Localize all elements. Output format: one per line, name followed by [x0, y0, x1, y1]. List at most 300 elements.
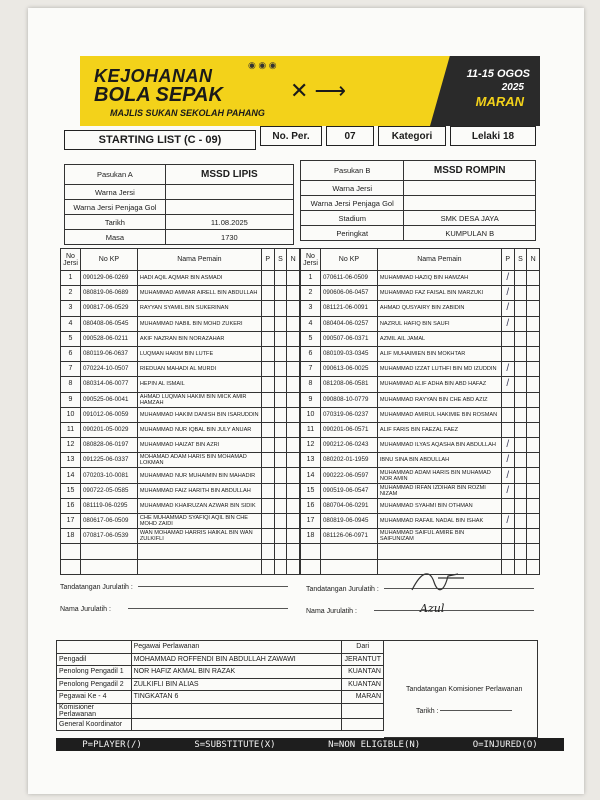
substitute-checkbox[interactable] [274, 422, 287, 437]
table-row [61, 271, 300, 286]
player-name: MUHAMMAD NABIL BIN MOHD ZUKERI [137, 316, 261, 331]
jersey-number: 6 [61, 346, 81, 361]
substitute-checkbox[interactable] [274, 407, 287, 422]
table-row [301, 514, 540, 529]
empty-cell[interactable] [514, 544, 527, 559]
non-eligible-checkbox[interactable] [527, 407, 540, 422]
non-eligible-checkbox[interactable] [527, 422, 540, 437]
non-eligible-checkbox[interactable] [287, 483, 300, 498]
substitute-checkbox[interactable] [274, 301, 287, 316]
player-checkbox[interactable] [501, 498, 514, 513]
player-checkbox[interactable] [261, 407, 274, 422]
substitute-checkbox[interactable] [274, 468, 287, 483]
non-eligible-checkbox[interactable] [287, 362, 300, 377]
warna-gk-b-value [404, 196, 536, 211]
substitute-checkbox[interactable] [514, 301, 527, 316]
team-a-roster [60, 248, 300, 575]
form-sheet [28, 8, 584, 794]
player-name: AHMAD LUQMAN HAKIM BIN MICK AMIR HAMZAH [137, 392, 261, 407]
table-row [301, 468, 540, 483]
table-row [61, 301, 300, 316]
non-eligible-checkbox[interactable] [527, 514, 540, 529]
table-row [301, 529, 540, 544]
empty-cell[interactable] [61, 544, 81, 559]
ic-number: 070203-10-0081 [80, 468, 137, 483]
table-row [61, 286, 300, 301]
player-checkbox[interactable]: / [501, 514, 514, 529]
empty-cell[interactable] [137, 559, 261, 574]
empty-cell[interactable] [320, 559, 377, 574]
table-row [61, 362, 300, 377]
table-row [61, 468, 300, 483]
substitute-checkbox[interactable] [514, 271, 527, 286]
b-signature-label: Tandatangan Jurulatih : [306, 586, 379, 593]
non-eligible-checkbox[interactable] [287, 468, 300, 483]
a-signature-line[interactable] [138, 586, 288, 587]
jersey-number: 3 [61, 301, 81, 316]
empty-cell[interactable] [80, 559, 137, 574]
official-from: KUANTAN [342, 666, 384, 679]
komisioner-tarikh-line[interactable] [440, 710, 512, 711]
legend-player: P=PLAYER(/) [82, 739, 142, 750]
player-name: MOHAMAD ADAM HARIS BIN MOHAMAD LOKMAN [137, 453, 261, 468]
player-name: HADI AQIL AQMAR BIN ASMADI [137, 271, 261, 286]
warna-gk-a-label: Warna Jersi Penjaga Gol [65, 200, 166, 215]
jersey-number: 14 [61, 468, 81, 483]
kategori-label: Kategori [378, 126, 446, 146]
player-checkbox[interactable]: / [501, 362, 514, 377]
player-checkbox[interactable] [501, 529, 514, 544]
masa-label: Masa [65, 230, 166, 245]
player-checkbox[interactable]: / [501, 377, 514, 392]
kategori-value: Lelaki 18 [450, 126, 536, 146]
player-checkbox[interactable] [501, 422, 514, 437]
player-name: MUHAMMAD NUR IQBAL BIN JULY ANUAR [137, 422, 261, 437]
substitute-checkbox[interactable] [514, 498, 527, 513]
non-eligible-checkbox[interactable] [287, 514, 300, 529]
ic-number: 090808-10-0779 [320, 392, 377, 407]
a-coach-name-line[interactable] [128, 608, 288, 609]
empty-cell[interactable] [377, 544, 501, 559]
empty-cell[interactable] [527, 544, 540, 559]
empty-cell[interactable] [137, 544, 261, 559]
official-name [131, 703, 342, 718]
jersey-number: 8 [301, 377, 321, 392]
player-checkbox[interactable] [261, 377, 274, 392]
ic-number: 080119-06-0637 [80, 346, 137, 361]
non-eligible-checkbox[interactable] [287, 316, 300, 331]
col-no-jersi: No Jersi [61, 249, 81, 271]
non-eligible-checkbox[interactable] [287, 498, 300, 513]
substitute-checkbox[interactable] [274, 346, 287, 361]
jersey-number: 12 [301, 438, 321, 453]
col-s: S [274, 249, 287, 271]
table-row [61, 316, 300, 331]
empty-cell[interactable] [287, 544, 300, 559]
player-checkbox[interactable] [261, 331, 274, 346]
substitute-checkbox[interactable] [274, 438, 287, 453]
player-name: AHMAD QUSYAIRY BIN ZABIDIN [377, 301, 501, 316]
non-eligible-checkbox[interactable] [527, 529, 540, 544]
table-row [301, 362, 540, 377]
substitute-checkbox[interactable] [514, 331, 527, 346]
player-name: MUHAMMAD FAIZ HARITH BIN ABDULLAH [137, 483, 261, 498]
non-eligible-checkbox[interactable] [527, 377, 540, 392]
ic-number: 090507-06-0371 [320, 331, 377, 346]
jersey-number: 7 [61, 362, 81, 377]
non-eligible-checkbox[interactable] [287, 271, 300, 286]
empty-cell[interactable] [501, 559, 514, 574]
non-eligible-checkbox[interactable] [287, 377, 300, 392]
pasukan-a-label: Pasukan A [65, 165, 166, 185]
jersey-number: 6 [301, 346, 321, 361]
ic-number: 090129-06-0269 [80, 271, 137, 286]
non-eligible-checkbox[interactable] [527, 331, 540, 346]
table-row [61, 407, 300, 422]
ic-number: 091012-06-0059 [80, 407, 137, 422]
player-checkbox[interactable] [261, 362, 274, 377]
player-checkbox[interactable] [501, 331, 514, 346]
table-row [301, 377, 540, 392]
empty-cell[interactable] [274, 544, 287, 559]
non-eligible-checkbox[interactable] [527, 346, 540, 361]
sponsor-logos-icon: ◉ ◉ ◉ [248, 60, 277, 70]
empty-cell[interactable] [527, 559, 540, 574]
empty-cell[interactable] [261, 559, 274, 574]
pasukan-b-label: Pasukan B [301, 161, 404, 181]
officials-role-header [57, 641, 132, 654]
col-nama: Nama Pemain [137, 249, 261, 271]
substitute-checkbox[interactable] [274, 271, 287, 286]
table-row [301, 407, 540, 422]
official-from: KUANTAN [342, 678, 384, 691]
player-checkbox[interactable] [261, 529, 274, 544]
empty-cell[interactable] [287, 559, 300, 574]
official-name [131, 718, 342, 731]
non-eligible-checkbox[interactable] [287, 331, 300, 346]
non-eligible-checkbox[interactable] [287, 286, 300, 301]
substitute-checkbox[interactable] [514, 514, 527, 529]
ic-number: 080819-06-0945 [320, 514, 377, 529]
substitute-checkbox[interactable] [514, 316, 527, 331]
warna-jersi-b-value [404, 181, 536, 196]
player-name: MUHAMMAD KHAIRUZAN AZWAR BIN SIDIK [137, 498, 261, 513]
ic-number: 090722-05-0585 [80, 483, 137, 498]
non-eligible-checkbox[interactable] [287, 438, 300, 453]
jersey-number: 14 [301, 468, 321, 483]
player-checkbox[interactable] [261, 422, 274, 437]
empty-cell[interactable] [301, 559, 321, 574]
player-checkbox[interactable]: / [501, 438, 514, 453]
jersey-number: 16 [61, 498, 81, 513]
non-eligible-checkbox[interactable] [527, 483, 540, 498]
col-no-kp: No KP [320, 249, 377, 271]
ic-number: 090525-06-0041 [80, 392, 137, 407]
col-s: S [514, 249, 527, 271]
official-from [342, 718, 384, 731]
ic-number: 080828-06-0197 [80, 438, 137, 453]
substitute-checkbox[interactable] [514, 453, 527, 468]
jersey-number: 18 [301, 529, 321, 544]
banner-line2: BOLA SEPAK [94, 84, 223, 106]
player-checkbox[interactable]: / [501, 301, 514, 316]
col-p: P [261, 249, 274, 271]
peringkat-value: KUMPULAN B [404, 226, 536, 241]
warna-gk-b-label: Warna Jersi Penjaga Gol [301, 196, 404, 211]
substitute-checkbox[interactable] [514, 422, 527, 437]
no-per-value: 07 [326, 126, 374, 146]
substitute-checkbox[interactable] [514, 346, 527, 361]
non-eligible-checkbox[interactable] [527, 286, 540, 301]
banner-date: 11-15 OGOS [466, 68, 530, 80]
ic-number: 081119-06-0295 [80, 498, 137, 513]
empty-cell[interactable] [261, 544, 274, 559]
player-checkbox[interactable] [261, 392, 274, 407]
jersey-number: 12 [61, 438, 81, 453]
team-a-info [64, 164, 294, 245]
non-eligible-checkbox[interactable] [287, 301, 300, 316]
col-no-kp: No KP [80, 249, 137, 271]
table-row [61, 377, 300, 392]
table-row [61, 438, 300, 453]
substitute-checkbox[interactable] [274, 316, 287, 331]
table-row [61, 422, 300, 437]
official-name: ZULKIFLI BIN ALIAS [131, 678, 342, 691]
empty-cell[interactable] [320, 544, 377, 559]
officials-pegawai-header: Pegawai Perlawanan [131, 641, 342, 654]
player-checkbox[interactable] [501, 407, 514, 422]
substitute-checkbox[interactable] [514, 438, 527, 453]
player-checkbox[interactable] [261, 346, 274, 361]
col-n: N [287, 249, 300, 271]
table-row [61, 498, 300, 513]
empty-cell[interactable] [274, 559, 287, 574]
substitute-checkbox[interactable] [274, 483, 287, 498]
ic-number: 080704-06-0291 [320, 498, 377, 513]
table-row [57, 678, 384, 691]
table-row [301, 453, 540, 468]
official-from [342, 703, 384, 718]
official-from: JERANTUT [342, 653, 384, 666]
player-checkbox[interactable]: / [501, 286, 514, 301]
substitute-checkbox[interactable] [274, 331, 287, 346]
jersey-number: 5 [61, 331, 81, 346]
non-eligible-checkbox[interactable] [527, 301, 540, 316]
b-coach-name-label: Nama Jurulatih : [306, 608, 357, 615]
signature-scribble-icon [408, 568, 468, 594]
substitute-checkbox[interactable] [514, 468, 527, 483]
player-name: ALIF FARIS BIN FAEZAL FAEZ [377, 422, 501, 437]
table-row [61, 453, 300, 468]
a-signature-label: Tandatangan Jurulatih : [60, 584, 133, 591]
official-role: Penolong Pengadil 2 [57, 678, 132, 691]
jersey-number: 7 [301, 362, 321, 377]
officials-dari-header: Dari [342, 641, 384, 654]
ic-number: 080202-01-1959 [320, 453, 377, 468]
empty-cell[interactable] [514, 559, 527, 574]
jersey-number: 15 [301, 483, 321, 498]
table-row [301, 316, 540, 331]
player-checkbox[interactable] [261, 316, 274, 331]
form-title: STARTING LIST (C - 09) [64, 130, 256, 150]
jersey-number: 2 [301, 286, 321, 301]
table-row [57, 653, 384, 666]
jersey-number: 1 [301, 271, 321, 286]
substitute-checkbox[interactable] [514, 286, 527, 301]
jersey-number: 17 [301, 514, 321, 529]
non-eligible-checkbox[interactable] [527, 271, 540, 286]
empty-cell[interactable] [80, 544, 137, 559]
pasukan-b-value: MSSD ROMPIN [404, 161, 536, 181]
player-checkbox[interactable] [261, 453, 274, 468]
ic-number: 090201-06-0571 [320, 422, 377, 437]
player-checkbox[interactable] [261, 438, 274, 453]
substitute-checkbox[interactable] [514, 529, 527, 544]
b-coach-name-handwritten: Azul [420, 602, 445, 615]
player-checkbox[interactable] [261, 498, 274, 513]
officials-table [56, 640, 384, 731]
official-role: Komisioner Perlawanan [57, 703, 132, 718]
substitute-checkbox[interactable] [514, 392, 527, 407]
player-name: MUHAMMAD IRFAN IZDIHAR BIN ROZMI NIZAM [377, 483, 501, 498]
table-row [61, 483, 300, 498]
non-eligible-checkbox[interactable] [527, 362, 540, 377]
jersey-number: 9 [61, 392, 81, 407]
player-name: MUHAMMAD RAYYAN BIN CHE ABD AZIZ [377, 392, 501, 407]
komisioner-tarikh-label: Tarikh : [416, 708, 439, 715]
table-row [57, 691, 384, 704]
empty-cell[interactable] [501, 544, 514, 559]
warna-gk-a-value [165, 200, 293, 215]
official-name: MOHAMMAD ROFFENDI BIN ABDULLAH ZAWAWI [131, 653, 342, 666]
substitute-checkbox[interactable] [274, 392, 287, 407]
non-eligible-checkbox[interactable] [287, 392, 300, 407]
player-name: MUHAMMAD HAKIM DANISH BIN ISARUDDIN [137, 407, 261, 422]
substitute-checkbox[interactable] [274, 529, 287, 544]
non-eligible-checkbox[interactable] [287, 422, 300, 437]
table-row [301, 498, 540, 513]
tarikh-label: Tarikh [65, 215, 166, 230]
player-checkbox[interactable]: / [501, 316, 514, 331]
ic-number: 090613-06-0025 [320, 362, 377, 377]
jersey-number: 5 [301, 331, 321, 346]
status-legend [56, 738, 564, 751]
ic-number: 090212-06-0243 [320, 438, 377, 453]
player-checkbox[interactable]: / [501, 468, 514, 483]
non-eligible-checkbox[interactable] [527, 453, 540, 468]
table-row [301, 271, 540, 286]
substitute-checkbox[interactable] [514, 362, 527, 377]
play-arrow-icon: ✕ ⟶ [290, 78, 347, 103]
ic-number: 090606-06-0457 [320, 286, 377, 301]
player-checkbox[interactable] [261, 301, 274, 316]
table-row [301, 438, 540, 453]
non-eligible-checkbox[interactable] [287, 346, 300, 361]
ic-number: 090528-06-0211 [80, 331, 137, 346]
substitute-checkbox[interactable] [274, 498, 287, 513]
empty-cell[interactable] [61, 559, 81, 574]
substitute-checkbox[interactable] [514, 377, 527, 392]
player-checkbox[interactable] [261, 468, 274, 483]
ic-number: 091225-06-0337 [80, 453, 137, 468]
empty-row [301, 544, 540, 559]
empty-cell[interactable] [301, 544, 321, 559]
player-checkbox[interactable] [501, 346, 514, 361]
player-checkbox[interactable]: / [501, 483, 514, 498]
substitute-checkbox[interactable] [274, 286, 287, 301]
non-eligible-checkbox[interactable] [287, 407, 300, 422]
ic-number: 070319-06-0237 [320, 407, 377, 422]
col-nama: Nama Pemain [377, 249, 501, 271]
non-eligible-checkbox[interactable] [527, 498, 540, 513]
player-checkbox[interactable] [501, 392, 514, 407]
jersey-number: 10 [301, 407, 321, 422]
team-b-roster [300, 248, 540, 575]
non-eligible-checkbox[interactable] [287, 529, 300, 544]
substitute-checkbox[interactable] [514, 483, 527, 498]
warna-jersi-a-value [165, 185, 293, 200]
col-p: P [501, 249, 514, 271]
non-eligible-checkbox[interactable] [527, 438, 540, 453]
ic-number: 080109-03-0345 [320, 346, 377, 361]
non-eligible-checkbox[interactable] [527, 392, 540, 407]
substitute-checkbox[interactable] [274, 453, 287, 468]
masa-value: 1730 [165, 230, 293, 245]
player-name: MUHAMMAD ILYAS AQASHA BIN ABDULLAH [377, 438, 501, 453]
jersey-number: 8 [61, 377, 81, 392]
table-row [301, 331, 540, 346]
substitute-checkbox[interactable] [514, 407, 527, 422]
ic-number: 090817-06-0529 [80, 301, 137, 316]
table-row [61, 529, 300, 544]
non-eligible-checkbox[interactable] [287, 453, 300, 468]
player-name: RAYYAN SYAMIL BIN SUKERINAN [137, 301, 261, 316]
non-eligible-checkbox[interactable] [527, 316, 540, 331]
substitute-checkbox[interactable] [274, 514, 287, 529]
jersey-number: 10 [61, 407, 81, 422]
table-row [301, 301, 540, 316]
player-name: MUHAMMAD SYAHMI BIN OTHMAN [377, 498, 501, 513]
player-checkbox[interactable] [261, 286, 274, 301]
col-n: N [527, 249, 540, 271]
jersey-number: 11 [61, 422, 81, 437]
player-name: HEPIN AL ISMAIL [137, 377, 261, 392]
banner-year: 2025 [501, 82, 524, 93]
table-row [301, 392, 540, 407]
player-checkbox[interactable] [261, 514, 274, 529]
table-row [61, 514, 300, 529]
substitute-checkbox[interactable] [274, 377, 287, 392]
player-checkbox[interactable]: / [501, 453, 514, 468]
ic-number: 081121-06-0091 [320, 301, 377, 316]
player-name: MUHAMMAD ADAM HARIS BIN MUHAMAD NOR AMIN [377, 468, 501, 483]
b-coach-name-line[interactable] [374, 610, 534, 611]
table-row [61, 346, 300, 361]
ic-number: 090519-06-0547 [320, 483, 377, 498]
player-checkbox[interactable] [261, 271, 274, 286]
player-checkbox[interactable] [261, 483, 274, 498]
jersey-number: 4 [301, 316, 321, 331]
non-eligible-checkbox[interactable] [527, 468, 540, 483]
player-name: MUHAMMAD SAIFUL AMIRE BIN SAIFUNIZAM [377, 529, 501, 544]
ic-number: 081208-06-0581 [320, 377, 377, 392]
substitute-checkbox[interactable] [274, 362, 287, 377]
warna-jersi-a-label: Warna Jersi [65, 185, 166, 200]
stadium-label: Stadium [301, 211, 404, 226]
player-checkbox[interactable]: / [501, 271, 514, 286]
ic-number: 080617-06-0509 [80, 514, 137, 529]
no-per-label: No. Per. [260, 126, 322, 146]
